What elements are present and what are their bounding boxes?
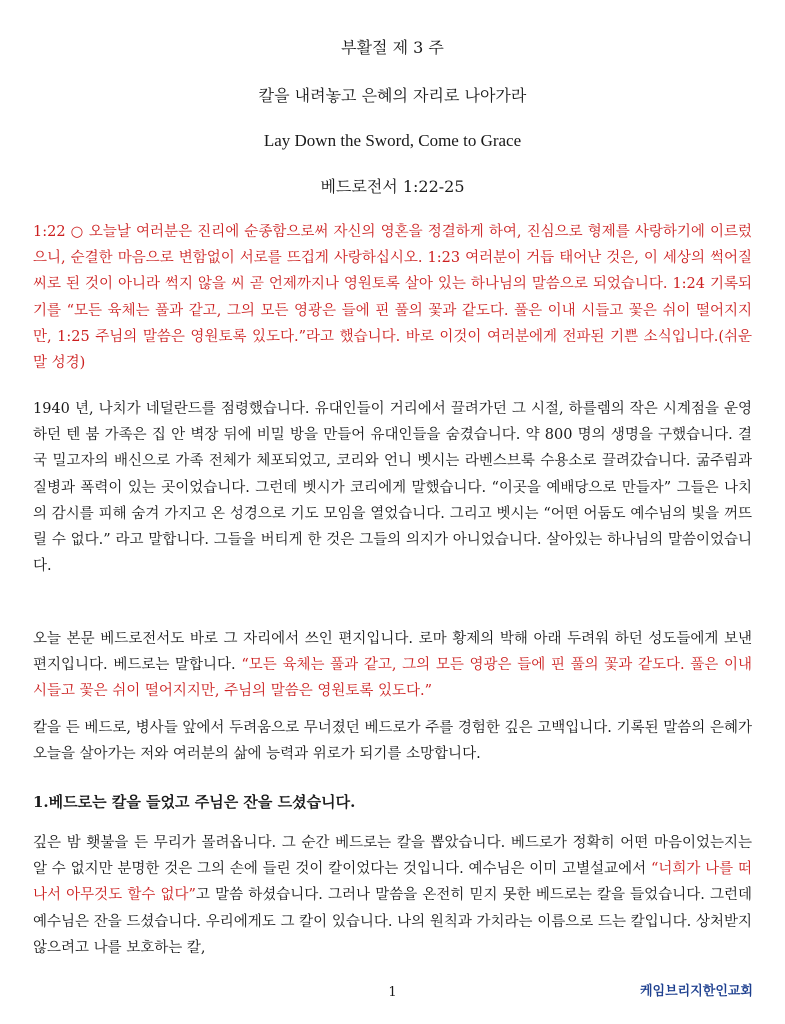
church-name: 케임브리지한인교회: [639, 984, 753, 999]
paragraph-ten-boom-story: 1940 년, 나치가 네덜란드를 점령했습니다. 유대인들이 거리에서 끌려가던 그 시절, 하를렘의 작은 시계점을 운영하던 텐 붐 가족은 집 안 벽장 뒤에 비밀 방을 만들어 유대인들을 숨겼습니다. 약 800 명의 생명을 구했습니다. 결국 밀고자의 배신으로 가족 전체가 체포되었고, 코리와 언니 벳시는 라벤스브룩 수용소로 끌려갔습니다. 굶주림과 질병과 폭력이 있는 곳이었습니다. 그런데 벳시가 코리에게 말했습니다. “이곳을 예배당으로 만들자” 그들은 나치의 감시를 피해 숨겨 가지고 온 성경으로 기도 모임을 열었습니다. 그리고 벳시는 “어떤 어둠도 예수님의 빛을 꺼뜨릴 수 없다.” 라고 말합니다. 그들을 버티게 한 것은 그들의 의지가 아니었습니다. 살아있는 하나님의 말씀이었습니다.: [33, 401, 752, 575]
scripture-reference: 베드로전서 1:22-25: [320, 177, 465, 196]
paragraph-text: 깊은 밤 횃불을 든 무리가 몰려옵니다. 그 순간 베드로는 칼을 뽑았습니다. 베드로가 정확히 어떤 마음이었는지는 알 수 없지만 분명한 것은 그의 손에 들린 것이 칼이었다는 것입니다. 예수님은 이미 고별설교에서: [33, 835, 752, 878]
paragraph-text: 고 말씀 하셨습니다. 그러나 말씀을 온전히 믿지 못한 베드로는 칼을 들었습니다. 그런데 예수님은 잔을 드셨습니다. 우리에게도 그 칼이 있습니다. 나의 원칙과 가치라는 이름으로 드는 칼입니다. 상처받지 않으려고 나를 보호하는 칼,: [33, 887, 752, 956]
paragraph-confession: 칼을 든 베드로, 병사들 앞에서 두려움으로 무너졌던 베드로가 주를 경험한 깊은 고백입니다. 기록된 말씀의 은혜가 오늘을 살아가는 저와 여러분의 삶에 능력과 위로가 되기를 소망합니다.: [33, 720, 752, 763]
sermon-title-english: Lay Down the Sword, Come to Grace: [263, 131, 522, 150]
scripture-quote: “모든 육체는 풀과 같고, 그의 모든 영광은 들에 핀 풀의 꽃과 같도다. 풀은 이내 시들고 꽃은 쉬이 떨어지지만, 주님의 말씀은 영원토록 있도다.”: [33, 657, 752, 700]
paragraph-sword-and-cup: [33, 830, 752, 961]
paragraph-peter-letter: [33, 626, 752, 705]
page-number: 1: [388, 985, 397, 1000]
scripture-passage: 1:22 ○ 오늘날 여러분은 진리에 순종함으로써 자신의 영혼을 정결하게 하여, 진심으로 형제를 사랑하기에 이르렀으니, 순결한 마음으로 변함없이 서로를 뜨겁게 사랑하십시오. 1:23 여러분이 거듭 태어난 것은, 이 세상의 썩어질 씨로 된 것이 아니라 썩지 않을 씨 곧 언제까지나 영원토록 살아 있는 하나님의 말씀으로 되었습니다. 1:24 기록되기를 “모든 육체는 풀과 같고, 그의 모든 영광은 들에 핀 풀의 꽃과 같도다. 풀은 이내 시들고 꽃은 쉬이 떨어지지만, 1:25 주님의 말씀은 영원토록 있도다.”라고 했습니다. 바로 이것이 여러분에게 전파된 기쁜 소식입니다.(쉬운말 성경): [33, 224, 752, 372]
sermon-title-korean: 칼을 내려놓고 은혜의 자리로 나아가라: [258, 86, 527, 105]
section-heading-1: 1.베드로는 칼을 들었고 주님은 잔을 드셨습니다.: [33, 793, 356, 811]
jesus-quote: “너희가 나를 떠나서 아무것도 할수 없다”: [33, 861, 752, 904]
paragraph-text: 오늘 본문 베드로전서도 바로 그 자리에서 쓰인 편지입니다. 로마 황제의 박해 아래 두려워 하던 성도들에게 보낸 편지입니다. 베드로는 말합니다.: [33, 631, 752, 674]
sermon-week: 부활절 제 3 주: [341, 38, 444, 57]
